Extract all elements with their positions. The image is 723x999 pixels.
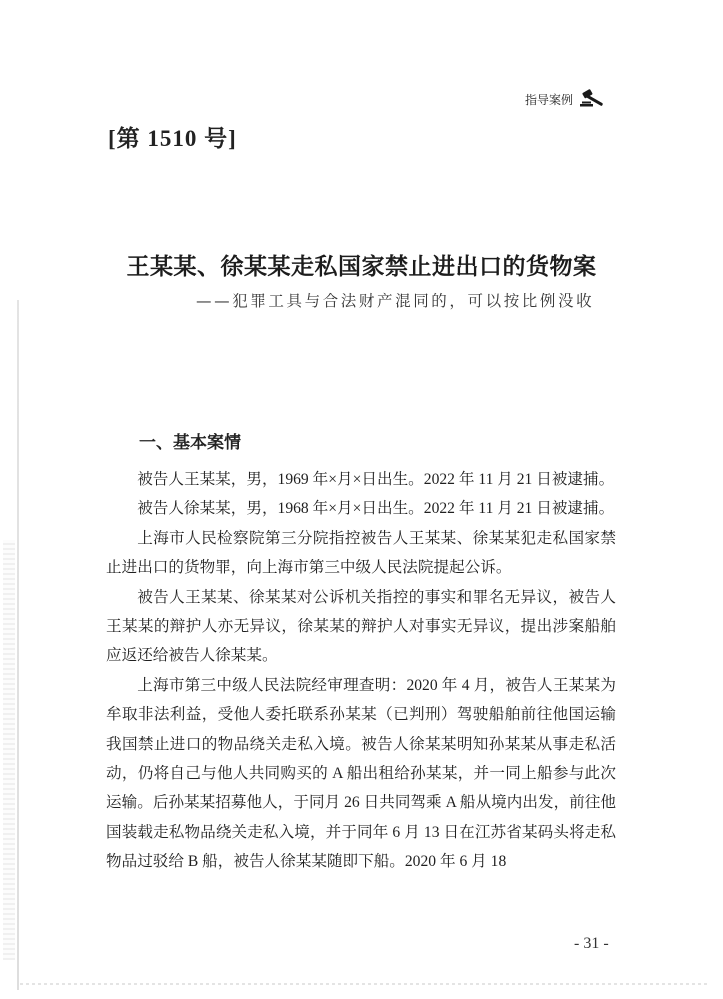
scan-edge-artifact: [17, 300, 19, 990]
scan-bottom-artifact: [20, 983, 710, 985]
gavel-icon: [579, 88, 609, 110]
scan-noise-artifact: [3, 540, 15, 960]
running-head-label: 指导案例: [525, 92, 574, 107]
paragraph: 上海市第三中级人民法院经审理查明：2020 年 4 月，被告人王某某为牟取非法利益，受他人委托联系孙某某（已判刑）驾驶船舶前往他国运输我国禁止进口的物品绕关走私入境。被告人徐某某明知孙某某从事走私活动，仍将自己与他人共同购买的 A 船出租给孙某某，并一同上船参与此次运输。后孙某某招募他人，于同月 26 日共同驾乘 A 船从境内出发，前往他国装载走私物品绕关走私入境，并于同年 6 月 13 日在江苏省某码头将走私物品过驳给 B 船，被告人徐某某随即下船。2020 年 6 月 18: [106, 676, 616, 871]
body-text: [106, 465, 616, 877]
paragraph: 被告人王某某，男，1969 年×月×日出生。2022 年 11 月 21 日被逮捕。: [137, 471, 615, 488]
running-head: [525, 88, 609, 110]
paragraph: 被告人徐某某，男，1968 年×月×日出生。2022 年 11 月 21 日被逮捕。: [137, 500, 615, 518]
case-subtitle: ——犯罪工具与合法财产混同的，可以按比例没收: [196, 292, 595, 310]
page-number: - 31 -: [574, 935, 609, 952]
case-number: [第 1510 号]: [108, 126, 237, 151]
paragraph: 被告人王某某、徐某某对公诉机关指控的事实和罪名无异议，被告人王某某的辩护人亦无异议，徐某某的辩护人对事实无异议，提出涉案船舶应返还给被告人徐某某。: [106, 588, 616, 665]
paragraph: 上海市人民检察院第三分院指控被告人王某某、徐某某犯走私国家禁止进出口的货物罪，向上海市第三中级人民法院提起公诉。: [106, 529, 616, 577]
section-heading: 一、基本案情: [139, 433, 241, 453]
case-title: 王某某、徐某某走私国家禁止进出口的货物案: [126, 253, 597, 280]
